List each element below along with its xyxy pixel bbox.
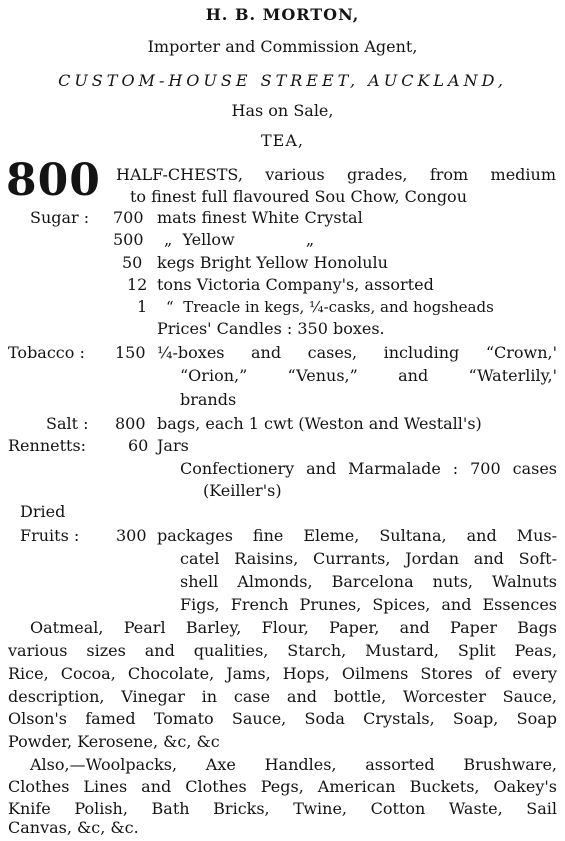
dried-fruits-line-4: Figs, French Prunes, Spices, and Essences <box>180 595 557 614</box>
oatmeal-line-6: Powder, Kerosene, &c, &c <box>8 732 220 751</box>
rennetts-text: Jars <box>157 436 189 455</box>
tea-quantity: 800 <box>6 155 101 206</box>
sugar-text-1: mats finest White Crystal <box>157 208 363 227</box>
confectionery-line-1: Confectionery and Marmalade : 700 cases <box>180 459 557 478</box>
tobacco-line-1: ¼-boxes and cases, including “Crown,' <box>157 343 557 362</box>
oatmeal-line-4: description, Vinegar in case and bottle, Worcester Sauce, <box>8 687 557 706</box>
salt-label: Salt : <box>46 414 89 433</box>
tea-line-2: to finest full flavoured Sou Chow, Congou <box>130 187 467 206</box>
tobacco-qty: 150 <box>115 343 146 362</box>
dried-fruits-line-1: packages fine Eleme, Sultana, and Mus- <box>157 526 557 545</box>
sugar-qty-1: 700 <box>113 208 144 227</box>
salt-text: bags, each 1 cwt (Weston and Westall's) <box>157 414 482 433</box>
dried-fruits-qty: 300 <box>116 526 147 545</box>
confectionery-line-2: (Keiller's) <box>203 481 282 500</box>
dried-fruits-label-1: Dried <box>20 502 66 521</box>
sugar-label: Sugar : <box>30 208 90 227</box>
salt-qty: 800 <box>115 414 146 433</box>
sugar-text-4: tons Victoria Company's, assorted <box>157 275 434 294</box>
sugar-qty-5: 1 <box>137 297 148 316</box>
oatmeal-line-1: Oatmeal, Pearl Barley, Flour, Paper, and Paper Bags <box>30 618 557 637</box>
oatmeal-line-2: various sizes and qualities, Starch, Mustard, Split Peas, <box>8 641 557 660</box>
merchant-name: H. B. MORTON, <box>205 5 360 24</box>
sugar-qty-4: 12 <box>127 275 148 294</box>
sugar-text-5: “ Treacle in kegs, ¼-casks, and hogsheads <box>166 298 494 316</box>
tea-heading: TEA, <box>261 131 304 150</box>
sugar-qty-3: 50 <box>122 253 143 272</box>
tea-line-1: HALF-CHESTS, various grades, from medium <box>116 165 556 184</box>
rennetts-label: Rennetts: <box>8 436 87 455</box>
dried-fruits-line-2: catel Raisins, Currants, Jordan and Soft- <box>180 549 557 568</box>
sugar-qty-2: 500 <box>113 230 144 249</box>
also-line-2: Clothes Lines and Clothes Pegs, American Buckets, Oakey's <box>8 777 557 796</box>
also-line-1: Also,—Woolpacks, Axe Handles, assorted Brushware, <box>30 755 557 774</box>
merchant-role: Importer and Commission Agent, <box>147 37 418 56</box>
on-sale-heading: Has on Sale, <box>231 101 334 120</box>
dried-fruits-label-2: Fruits : <box>20 526 80 545</box>
oatmeal-line-3: Rice, Cocoa, Chocolate, Jams, Hops, Oilmens Stores of every <box>8 664 557 683</box>
sugar-text-3: kegs Bright Yellow Honolulu <box>157 253 388 272</box>
rennetts-qty: 60 <box>128 436 149 455</box>
tobacco-line-3: brands <box>180 390 237 409</box>
tobacco-line-2: “Orion,” “Venus,” and “Waterlily,' <box>180 366 557 385</box>
sugar-text-2: „ Yellow „ <box>164 230 315 249</box>
merchant-address: CUSTOM-HOUSE STREET, AUCKLAND, <box>58 71 507 90</box>
also-line-4: Canvas, &c, &c. <box>8 818 139 837</box>
also-line-3: Knife Polish, Bath Bricks, Twine, Cotton Waste, Sail <box>8 799 557 818</box>
dried-fruits-line-3: shell Almonds, Barcelona nuts, Walnuts <box>180 572 557 591</box>
oatmeal-line-5: Olson's famed Tomato Sauce, Soda Crystals, Soap, Soap <box>8 709 557 728</box>
candles-line: Prices' Candles : 350 boxes. <box>157 319 385 338</box>
tobacco-label: Tobacco : <box>8 343 85 362</box>
